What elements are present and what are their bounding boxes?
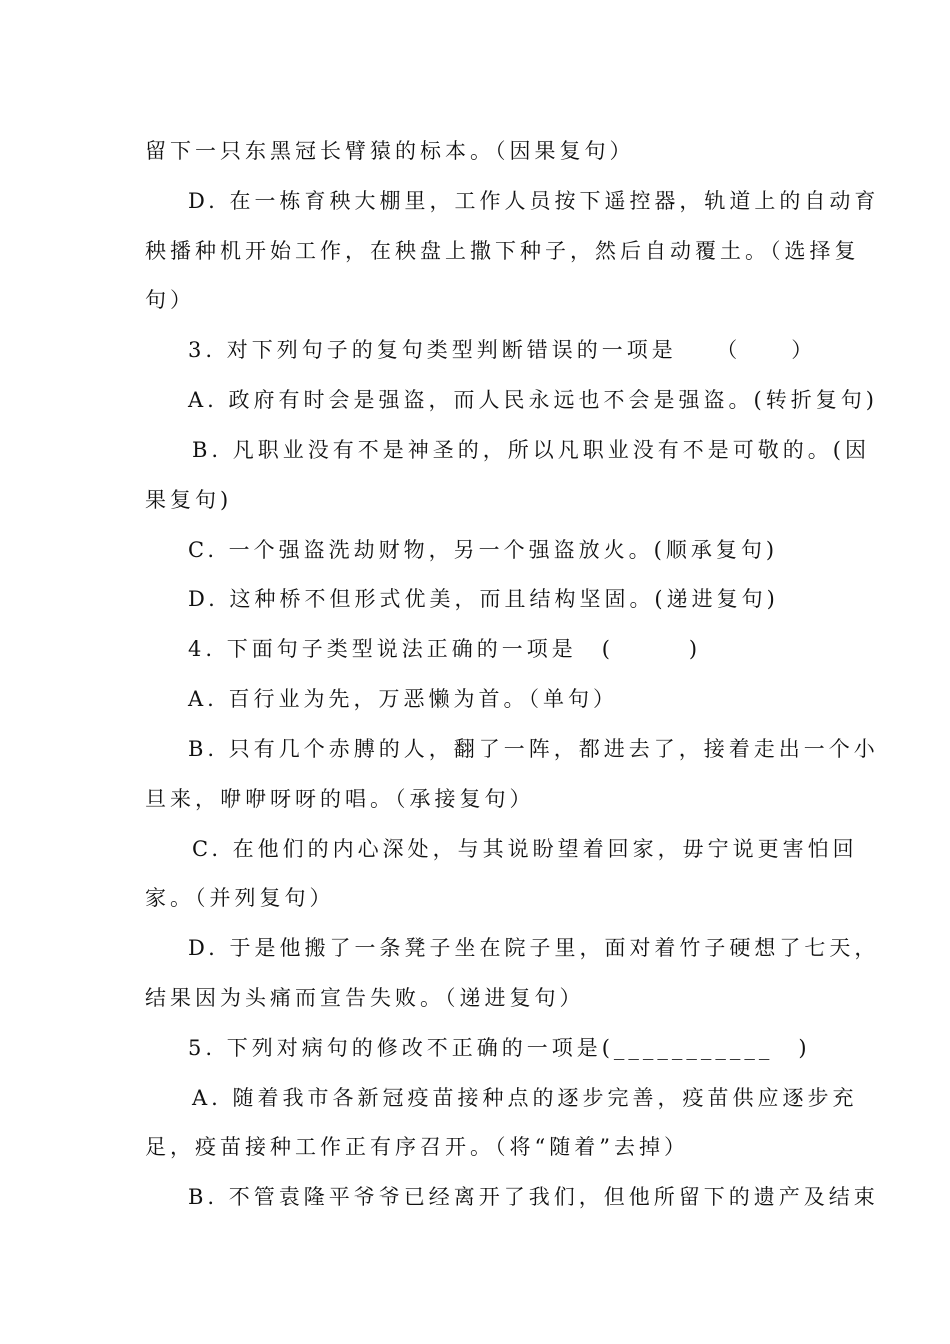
q3-option-d: D. 这种桥不但形式优美，而且结构坚固。(递进复句) (188, 587, 779, 611)
option-d-line-2: 秧播种机开始工作，在秧盘上撒下种子，然后自动覆土。（选择复 (145, 239, 860, 263)
q3-option-b-line-2: 果复句) (145, 488, 233, 512)
option-d-line-1: D. 在一栋育秧大棚里，工作人员按下遥控器，轨道上的自动育 (188, 189, 880, 213)
q5-option-b-line-1: B. 不管袁隆平爷爷已经离开了我们，但他所留下的遗产及结束 (188, 1185, 879, 1209)
q3-option-c: C. 一个强盗洗劫财物，另一个强盗放火。(顺承复句) (188, 538, 779, 562)
q3-option-b-line-1: B. 凡职业没有不是神圣的，所以凡职业没有不是可敬的。(因 (192, 438, 870, 462)
text-line-1: 留下一只东黑冠长臂猿的标本。（因果复句） (145, 139, 635, 163)
option-d-line-3: 句） (145, 288, 195, 312)
question-3: 3. 对下列句子的复句类型判断错误的一项是 （ ） (188, 338, 817, 362)
q3-option-a: A. 政府有时会是强盗，而人民永远也不会是强盗。(转折复句) (188, 388, 878, 412)
q4-option-d-line-2: 结果因为头痛而宣告失败。（递进复句） (145, 986, 585, 1010)
q4-option-c-line-2: 家。（并列复句） (145, 886, 335, 910)
q4-option-b-line-2: 旦来，咿咿呀呀的唱。（承接复句） (145, 787, 535, 811)
q4-option-d-line-1: D. 于是他搬了一条凳子坐在院子里，面对着竹子硬想了七天， (188, 936, 880, 960)
q4-option-b-line-1: B. 只有几个赤膊的人，翻了一阵，都进去了，接着走出一个小 (188, 737, 879, 761)
question-5: 5. 下列对病句的修改不正确的一项是(___________ ) (188, 1036, 811, 1060)
q4-option-a: A. 百行业为先，万恶懒为首。（单句） (188, 687, 619, 711)
q5-option-a-line-2: 足，疫苗接种工作正有序召开。（将“随着”去掉） (145, 1135, 689, 1159)
question-4: 4. 下面句子类型说法正确的一项是 ( ) (188, 637, 702, 661)
q5-option-a-line-1: A. 随着我市各新冠疫苗接种点的逐步完善，疫苗供应逐步充 (192, 1086, 858, 1110)
q4-option-c-line-1: C. 在他们的内心深处，与其说盼望着回家，毋宁说更害怕回 (192, 837, 858, 861)
